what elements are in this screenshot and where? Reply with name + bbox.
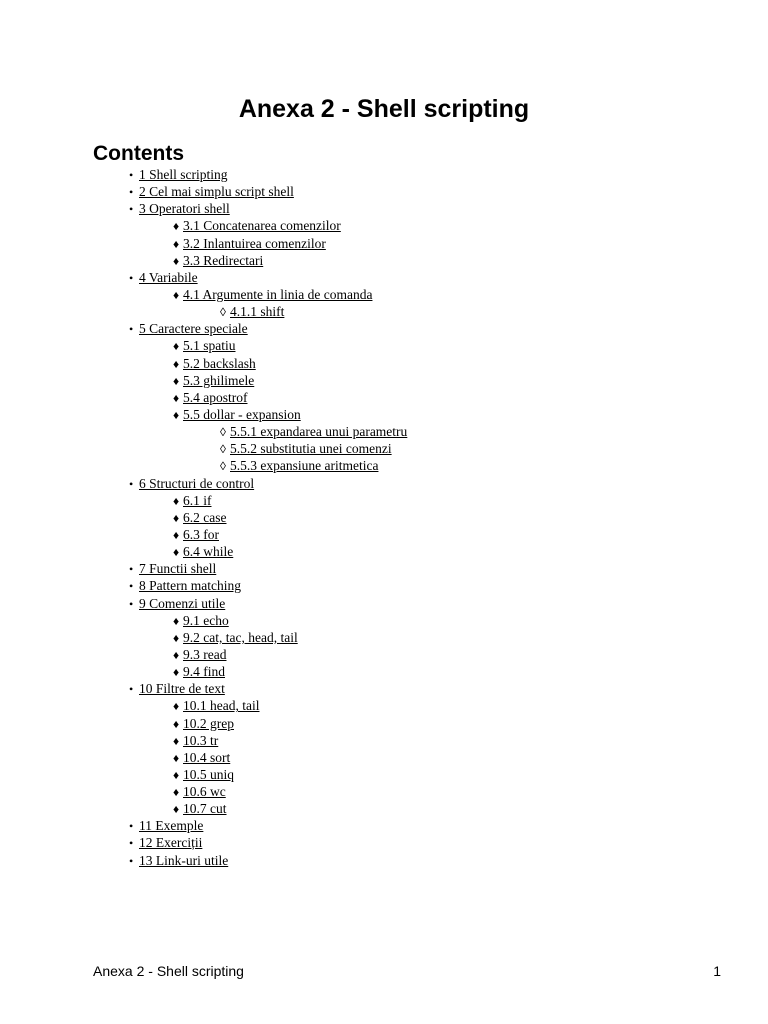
toc-item [0, 612, 768, 629]
toc-link[interactable]: 12 Exerciții [139, 835, 203, 851]
toc-item [0, 337, 768, 354]
toc-bullet-level2: ♦ [173, 236, 180, 251]
toc-link[interactable]: 5.5.1 expandarea unui parametru [230, 424, 408, 440]
toc-bullet-level2: ♦ [173, 510, 180, 525]
toc-bullet-level2: ♦ [173, 253, 180, 268]
toc-link[interactable]: 10.2 grep [183, 715, 234, 731]
toc-item [0, 697, 768, 714]
toc-item [0, 406, 768, 423]
toc-link[interactable]: 9 Comenzi utile [139, 595, 226, 611]
toc-bullet-level1: • [129, 476, 134, 491]
toc-item [0, 389, 768, 406]
toc-item [0, 183, 768, 200]
toc-link[interactable]: 8 Pattern matching [139, 578, 241, 594]
toc-bullet-level3: ◊ [220, 305, 226, 320]
toc-link[interactable]: 3.3 Redirectari [183, 252, 264, 268]
toc-link[interactable]: 5 Caractere speciale [139, 321, 248, 337]
toc-item [0, 766, 768, 783]
toc-link[interactable]: 3 Operatori shell [139, 201, 230, 217]
toc-bullet-level2: ♦ [173, 407, 180, 422]
toc-link[interactable]: 10.5 uniq [183, 766, 235, 782]
toc-item [0, 834, 768, 851]
toc-bullet-level2: ♦ [173, 527, 180, 542]
toc-item [0, 355, 768, 372]
toc-bullet-level1: • [129, 579, 134, 594]
toc-link[interactable]: 6 Structuri de control [139, 475, 255, 491]
toc-bullet-level3: ◊ [220, 425, 226, 440]
toc-link[interactable]: 5.5 dollar - expansion [183, 406, 301, 422]
page-title: Anexa 2 - Shell scripting [238, 94, 530, 123]
toc-link[interactable]: 10.7 cut [183, 801, 227, 817]
toc-item [0, 629, 768, 646]
toc-link[interactable]: 5.2 backslash [183, 355, 256, 371]
toc-bullet-level1: • [129, 819, 134, 834]
toc-bullet-level1: • [129, 270, 134, 285]
toc-bullet-level2: ♦ [173, 390, 180, 405]
toc-bullet-level2: ♦ [173, 750, 180, 765]
toc-bullet-level1: • [129, 202, 134, 217]
toc-bullet-level2: ♦ [173, 802, 180, 817]
toc-link[interactable]: 6.1 if [183, 492, 212, 508]
toc-item [0, 732, 768, 749]
toc-bullet-level2: ♦ [173, 545, 180, 560]
toc-bullet-level2: ♦ [173, 733, 180, 748]
toc-link[interactable]: 2 Cel mai simplu script shell [139, 184, 294, 200]
toc-bullet-level3: ◊ [220, 459, 226, 474]
footer-title: Anexa 2 - Shell scripting [93, 963, 244, 979]
toc-item [0, 817, 768, 834]
toc-bullet-level2: ♦ [173, 356, 180, 371]
toc-link[interactable]: 10.4 sort [183, 749, 231, 765]
toc-item [0, 646, 768, 663]
toc-link[interactable]: 5.3 ghilimele [183, 372, 255, 388]
toc-link[interactable]: 4.1.1 shift [230, 304, 285, 320]
toc-item [0, 560, 768, 577]
toc-link[interactable]: 5.4 apostrof [183, 389, 248, 405]
toc-item [0, 577, 768, 594]
toc-link[interactable]: 10.1 head, tail [183, 698, 260, 714]
toc-link[interactable]: 9.4 find [183, 664, 225, 680]
toc-item [0, 286, 768, 303]
toc-link[interactable]: 6.4 while [183, 544, 234, 560]
toc-item [0, 680, 768, 697]
toc-item [0, 303, 768, 320]
toc-link[interactable]: 10 Filtre de text [139, 681, 225, 697]
toc-bullet-level1: • [129, 853, 134, 868]
toc-link[interactable]: 10.6 wc [183, 784, 226, 800]
toc-link[interactable]: 4 Variabile [139, 269, 198, 285]
toc-link[interactable]: 9.2 cat, tac, head, tail [183, 629, 298, 645]
toc-bullet-level1: • [129, 596, 134, 611]
toc-item [0, 200, 768, 217]
toc-link[interactable]: 5.5.2 substitutia unei comenzi [230, 441, 392, 457]
toc-link[interactable]: 1 Shell scripting [139, 167, 228, 182]
toc-bullet-level2: ♦ [173, 219, 180, 234]
toc-link[interactable]: 6.2 case [183, 509, 227, 525]
toc-link[interactable]: 6.3 for [183, 526, 219, 542]
toc-link[interactable]: 5.5.3 expansiune aritmetica [230, 458, 379, 474]
footer-page-number: 1 [713, 963, 721, 979]
toc-bullet-level1: • [129, 168, 134, 182]
toc-bullet-level2: ♦ [173, 630, 180, 645]
toc-item [0, 852, 768, 869]
toc-item [0, 492, 768, 509]
toc-item [0, 800, 768, 817]
toc-bullet-level2: ♦ [173, 785, 180, 800]
toc-item [0, 715, 768, 732]
toc-link[interactable]: 4.1 Argumente in linia de comanda [183, 286, 373, 302]
toc-link[interactable]: 10.3 tr [183, 732, 219, 748]
toc-bullet-level2: ♦ [173, 339, 180, 354]
toc-item [0, 783, 768, 800]
toc-bullet-level2: ♦ [173, 767, 180, 782]
toc-item [0, 663, 768, 680]
toc-link[interactable]: 13 Link-uri utile [139, 852, 229, 868]
toc-bullet-level2: ♦ [173, 699, 180, 714]
toc-bullet-level2: ♦ [173, 665, 180, 680]
toc-bullet-level1: • [129, 682, 134, 697]
toc-item [0, 217, 768, 234]
table-of-contents [0, 166, 768, 869]
toc-item [0, 320, 768, 337]
toc-bullet-level1: • [129, 322, 134, 337]
toc-link[interactable]: 9.3 read [183, 646, 227, 662]
toc-bullet-level2: ♦ [173, 647, 180, 662]
toc-item [0, 372, 768, 389]
contents-heading: Contents [93, 142, 184, 166]
toc-item [0, 526, 768, 543]
toc-bullet-level2: ♦ [173, 613, 180, 628]
toc-bullet-level2: ♦ [173, 493, 180, 508]
toc-link[interactable]: 11 Exemple [139, 818, 204, 834]
toc-item [0, 509, 768, 526]
toc-item [0, 252, 768, 269]
toc-bullet-level1: • [129, 562, 134, 577]
toc-link[interactable]: 5.1 spatiu [183, 338, 236, 354]
toc-item [0, 457, 768, 474]
toc-link[interactable]: 3.1 Concatenarea comenzilor [183, 218, 341, 234]
toc-bullet-level2: ♦ [173, 373, 180, 388]
toc-item [0, 749, 768, 766]
toc-item [0, 235, 768, 252]
toc-link[interactable]: 7 Functii shell [139, 561, 217, 577]
toc-item [0, 440, 768, 457]
toc-bullet-level3: ◊ [220, 442, 226, 457]
toc-item [0, 423, 768, 440]
toc-item [0, 475, 768, 492]
page-footer [93, 962, 721, 980]
toc-link[interactable]: 3.2 Inlantuirea comenzilor [183, 235, 326, 251]
toc-item [0, 595, 768, 612]
toc-bullet-level1: • [129, 836, 134, 851]
toc-item [0, 269, 768, 286]
toc-bullet-level1: • [129, 185, 134, 200]
toc-item [0, 543, 768, 560]
toc-bullet-level2: ♦ [173, 287, 180, 302]
toc-item [0, 166, 768, 183]
toc-bullet-level2: ♦ [173, 716, 180, 731]
toc-link[interactable]: 9.1 echo [183, 612, 229, 628]
